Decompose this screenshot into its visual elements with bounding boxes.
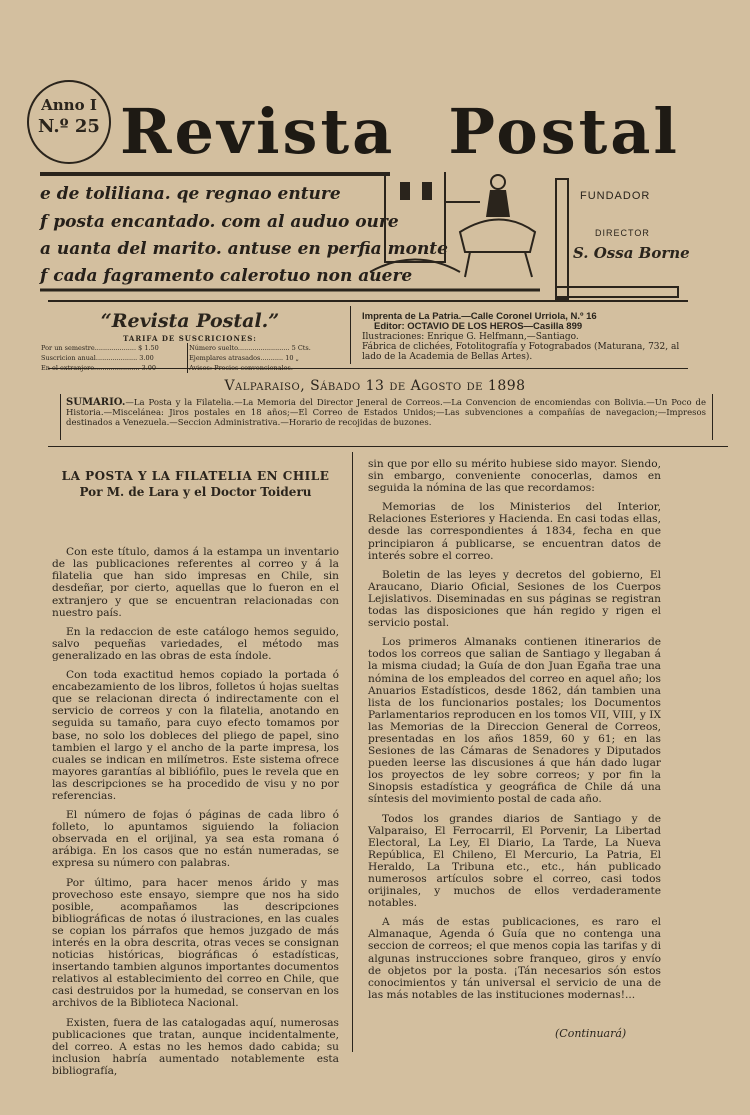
paragraph: El número de fojas ó páginas de cada libro ó folleto, lo apuntamos siguiendo la foliacion observada en el orijinal, ya sea esta romana ó arábiga. En los casos que no están numeradas, se expresa su número con palabras. bbox=[52, 809, 339, 870]
vertical-divider bbox=[350, 306, 351, 364]
paragraph: A más de estas publicaciones, es raro el Almanaque, Agenda ó Guía que no contenga una seccion de correos; el que menos copia las tarifas y di algunas instrucciones sobre franqueo, giros y envío de objetos por la posta. ¡Tán necesarios són estos conocimientos y tán universal el servicio de una de las más notables de las instituciones modernas!... bbox=[368, 916, 661, 1001]
paragraph: Con toda exactitud hemos copiado la portada ó encabezamiento de los libros, folletos ú hojas sueltas que se relacionan directa ó indirectamente con el servicio de correos y con la filatelia, anotando en seguida su tamaño, para cuyo efecto tomamos por base, no solo los dobleces del pliego de papel, sino tambien el largo y el ancho de la parte impresa, los cuales se indican en milímetros. Este sistema ofrece mayores garantías al bibliófilo, pues le revela que en las descripciones se ha procedido de visu y no por referencias. bbox=[52, 669, 339, 802]
vertical-divider bbox=[60, 394, 61, 440]
tower-rider-illustration bbox=[40, 172, 540, 292]
dateline: Valparaiso, Sábado 13 de Agosto de 1898 bbox=[224, 378, 526, 394]
table-row: Suscricion anual.................... 3.00 Ejemplares atrasados........... 10 „ bbox=[40, 353, 340, 363]
staff-box bbox=[555, 178, 690, 298]
editor-line: Editor: OCTAVIO DE LOS HEROS—Casilla 899 bbox=[374, 321, 583, 332]
imprint-box bbox=[362, 312, 692, 362]
divider bbox=[48, 446, 728, 447]
article-left-column bbox=[52, 470, 339, 1084]
article-right-column bbox=[368, 458, 661, 1008]
table-row: En el extranjero...................... 3.00 Avisos: Precios convencionales. bbox=[40, 363, 340, 373]
paragraph: Existen, fuera de las catalogadas aquí, numerosas publicaciones que tratan, aunque incidentalmente, del correo. A estas no les hemos dado cabida; su inclusion habría aumentado notablemente esta bibliografía, bbox=[52, 1016, 339, 1077]
issue-badge bbox=[27, 80, 111, 164]
paragraph: Memorias de los Ministerios del Interior, Relaciones Esteriores y Hacienda. En casi todas ellas, desde las correspondientes á 1834, fecha en que principiaron á publicarse, se encuentran datos de interés sobre el correo. bbox=[368, 501, 661, 562]
summary-label: SUMARIO. bbox=[66, 397, 126, 408]
paragraph: Por último, para hacer menos árido y mas provechoso este ensayo, siempre que nos ha sido posible, acompañamos las descripciones bibliográficas de notas ó ilustraciones, en las cuales se copian los párrafos que hemos juzgado de más interés en la obra descrita, otras veces se consignan noticias históricas, biográficas ó estadísticas, insertando tambien algunos importantes documentos relativos al establecimiento del correo en Chile, que casi destruidos por la humedad, se conservan en los archivos de la Biblioteca Nacional. bbox=[52, 876, 339, 1010]
summary-text: —La Posta y la Filatelia.—La Memoria del Director Jeneral de Correos.—La Convencion de encomiendas con Bolivia.—Un Poco de Historia.—Miscelánea: Jiros postales en 18 años;—El Correo de Estados Unidos;—Las subvenciones a compañías de navegacion;—Impresos destinados a Venezuela.—Seccion Administrativa.—Horario de recojidas de buzones. bbox=[66, 398, 706, 428]
banner-line: f cada fagramento calerotuo non auere bbox=[40, 266, 413, 286]
director-name: S. Ossa Borne bbox=[573, 244, 690, 262]
article-title: LA POSTA Y LA FILATELIA EN CHILE bbox=[61, 469, 330, 483]
fundador-label: FUNDADOR bbox=[580, 190, 651, 202]
paragraph: Los primeros Almanaks contienen itinerarios de todos los correos que salian de Santiago y llegaban á la misma ciudad; la Guía de don Juan Egaña trae una nómina de los empleados del correo en aquel año; los Anuarios Estadísticos, desde 1862, dán tambien una lista de los funcionarios postales; los Documentos Parlamentarios reproducen en los tomos VII, VIII, y IX las Memorias de la Direccion General de Correos, presentadas en los años 1859, 60 y 61; en las Sesiones de las Cámaras de Senadores y Diputados pueden leerse las discusiones á que hán dado lugar los proyectos de ley sobre correos; y por fin la Sinopsis estadística y geográfica de Chile dá una síntesis del movimiento postal de cada año. bbox=[368, 636, 661, 806]
illustrated-banner bbox=[40, 172, 540, 292]
subscription-box bbox=[40, 310, 340, 373]
continued-note: (Continuará) bbox=[555, 1027, 627, 1040]
masthead-word-revista: Revista bbox=[120, 95, 396, 168]
imprint-line: Fábrica de clichées, Fotolitografía y Fotograbados (Maturana, 732, al lado de la Academia de Bellas Artes). bbox=[362, 342, 680, 362]
issue-year: Anno I bbox=[41, 96, 97, 114]
tower-icon bbox=[370, 172, 460, 272]
summary-box bbox=[66, 398, 706, 428]
tarifa-table bbox=[40, 343, 340, 373]
imprint-line: Ilustraciones: Enrique G. Helfmann,—Santiago. bbox=[362, 332, 579, 342]
director-label: DIRECTOR bbox=[595, 228, 650, 238]
issue-number: N.º 25 bbox=[38, 116, 100, 137]
paragraph: Todos los grandes diarios de Santiago y de Valparaiso, El Ferrocarril, El Porvenir, La Libertad Electoral, La Ley, El Diario, La Tarde, La Nueva República, El Chileno, El Mercurio, La Patria, El Heraldo, La Tribuna etc., etc., hán publicado numerosos artículos sobre el correo, casi todos orijinales, y muchos de ellos verdaderamente notables. bbox=[368, 812, 661, 910]
banner-line: f posta encantado. com al auduo oure bbox=[40, 212, 399, 232]
tarifa-title: TARIFA DE SUSCRICIONES: bbox=[123, 334, 257, 343]
publication-name: “Revista Postal.” bbox=[100, 310, 280, 332]
paragraph: Con este título, damos á la estampa un inventario de las publicaciones referentes al correo y á la filatelia que han sido impresas en Chile, sin desdeñar, por cierto, aquellas que lo fueron en el extranjero y que se encuentran relacionadas con nuestro país. bbox=[52, 546, 339, 619]
paragraph: sin que por ello su mérito hubiese sido mayor. Siendo, sin embargo, conveniente conocerlas, damos en seguida la nómina de las que recordamos: bbox=[368, 458, 661, 495]
article-byline: Por M. de Lara y el Doctor Toideru bbox=[79, 485, 312, 500]
rider-icon bbox=[445, 175, 535, 277]
vertical-divider bbox=[712, 394, 713, 440]
paragraph: Boletin de las leyes y decretos del gobierno, El Araucano, Diario Oficial, Sesiones de los Cuerpos Lejislativos. Diseminadas en sus páginas se registran todas las disposiciones que hán regido y rigen el servicio postal. bbox=[368, 568, 661, 630]
divider bbox=[48, 300, 688, 302]
paragraph: En la redaccion de este catálogo hemos seguido, salvo pequeñas variedades, el método mas generalizado en las obras de esta índole. bbox=[52, 625, 339, 662]
masthead-title bbox=[120, 95, 680, 168]
column-divider bbox=[352, 452, 353, 1052]
decorative-bar bbox=[555, 178, 569, 300]
banner-line: e de toliliana. qe regnao enture bbox=[40, 184, 341, 204]
decorative-bar bbox=[555, 286, 679, 298]
banner-line: a uanta del marito. antuse en perfia monte bbox=[40, 239, 448, 259]
table-row: Por un semestre.................... $ 1.50 Número suelto......................... 5 Cts. bbox=[40, 343, 340, 353]
masthead-word-postal: Postal bbox=[448, 95, 680, 168]
imprint-line: Imprenta de La Patria.—Calle Coronel Urriola, N.º 16 bbox=[362, 311, 597, 322]
